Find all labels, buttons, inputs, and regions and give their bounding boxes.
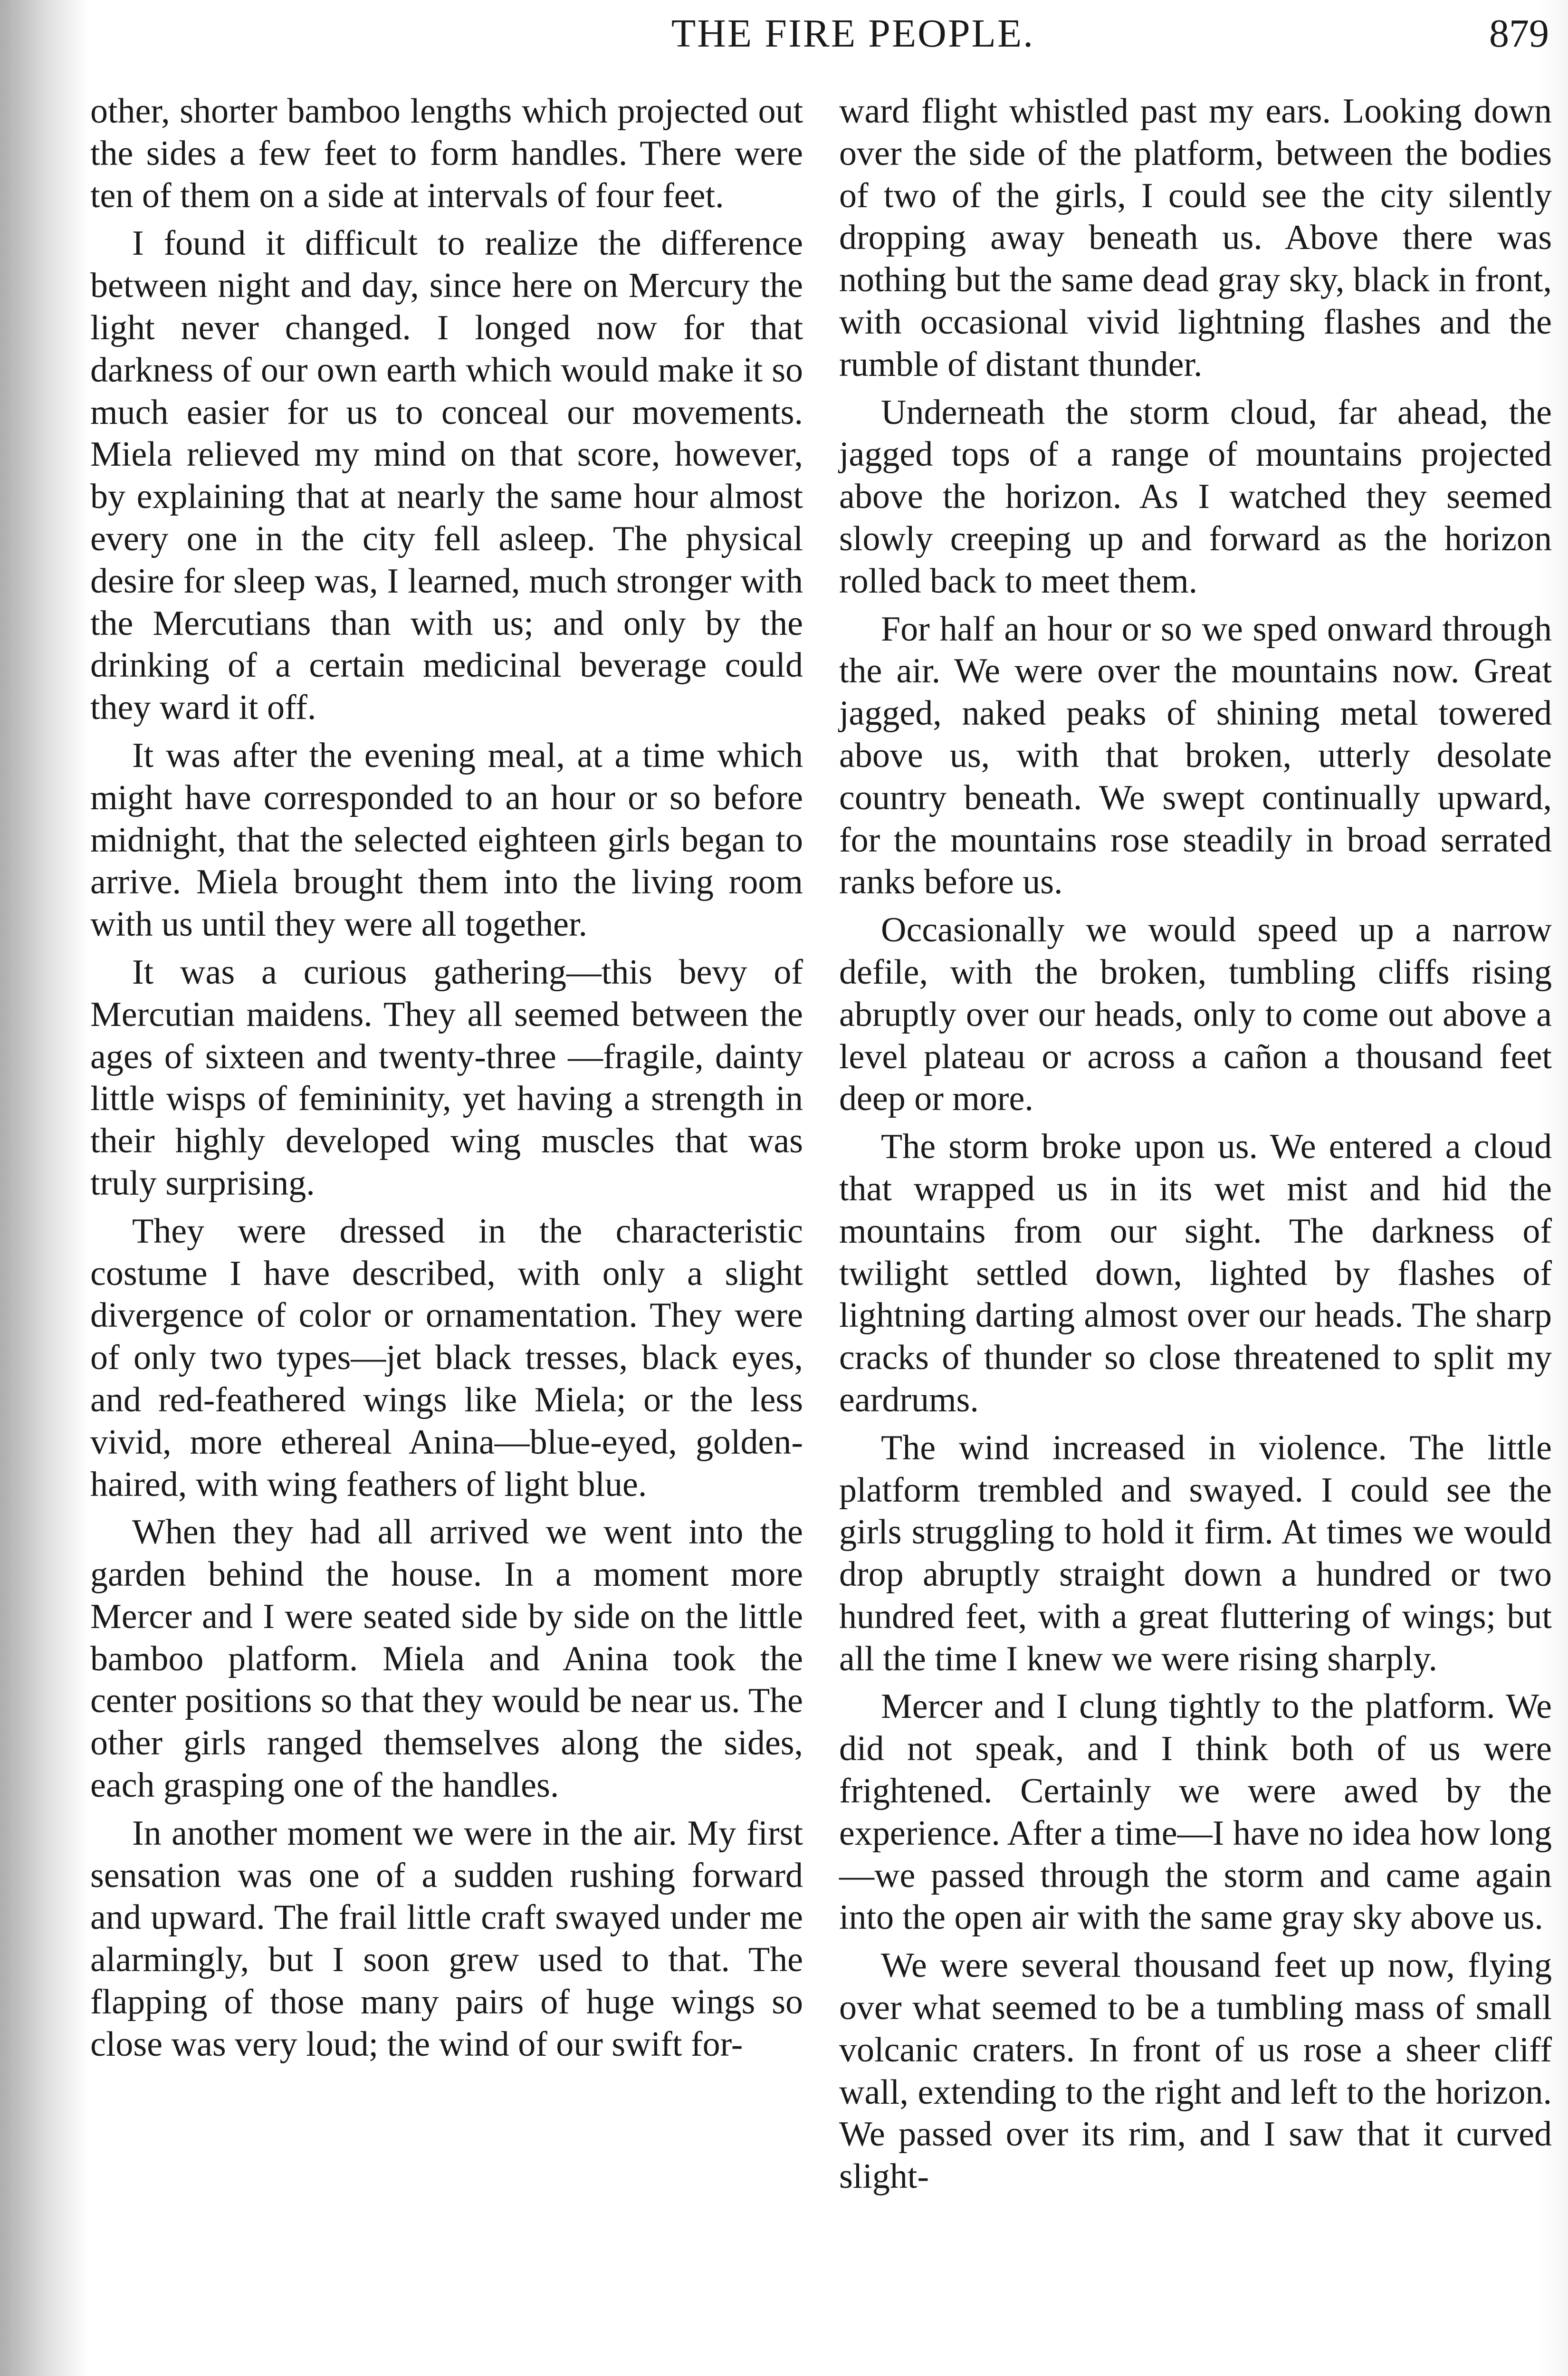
right-column (839, 90, 1552, 2198)
paragraph: When they had all arrived we went into the garden behind the house. In a moment more Mercer and I were seated side by side on the little bamboo platform. Miela and Anina took the center positions so that they would be near us. The other girls ranged themselves along the sides, each grasping one of the handles. (90, 1513, 803, 1805)
paragraph: They were dressed in the characteristic costume I have described, with only a slight divergence of color or ornamentation. They were of only two types—jet black tresses, black eyes, and red-feathered wings like Miela; or the less vivid, more ethereal Anina—blue-eyed, golden-haired, with wing feathers of light blue. (90, 1211, 803, 1504)
paragraph: It was a curious gathering—this bevy of Mercutian maidens. They all seemed between the ages of sixteen and twenty-three —fragile, dainty little wisps of femininity, yet having a strength in their highly developed wing muscles that was truly surprising. (90, 952, 803, 1203)
paragraph: other, shorter bamboo lengths which projected out the sides a few feet to form handles. There were ten of them on a side at intervals of four feet. (90, 92, 803, 215)
paragraph: Underneath the storm cloud, far ahead, the jagged tops of a range of mountains projected above the horizon. As I watched they seemed slowly creeping up and forward as the horizon rolled back to meet them. (839, 393, 1552, 601)
paragraph: ward flight whistled past my ears. Looking down over the side of the platform, between the bodies of two of the girls, I could see the city silently dropping away beneath us. Above there was nothing but the same dead gray sky, black in front, with occasional vivid lightning flashes and the rumble of distant thunder. (839, 92, 1552, 384)
paragraph: I found it difficult to realize the difference between night and day, since here on Mercury the light never changed. I longed now for that darkness of our own earth which would make it so much easier for us to conceal our movements. Miela relieved my mind on that score, however, by explaining that at nearly the same hour almost every one in the city fell asleep. The physical desire for sleep was, I learned, much stronger with the Mercutians than with us; and only by the drinking of a certain medicinal beverage could they ward it off. (90, 224, 803, 728)
left-column (90, 90, 803, 2066)
page-number: 879 (1489, 11, 1549, 56)
paragraph: Mercer and I clung tightly to the platform. We did not speak, and I think both of us were frightened. Certainly we were awed by the experience. After a time—I have no idea how long—we passed through the storm and came again into the open air with the same gray sky above us. (839, 1687, 1552, 1937)
paragraph: We were several thousand feet up now, flying over what seemed to be a tumbling mass of small volcanic craters. In front of us rose a sheer cliff wall, extending to the right and left to the horizon. We passed over its rim, and I saw that it curved slight- (839, 1946, 1552, 2196)
paragraph: For half an hour or so we sped onward through the air. We were over the mountains now. Great jagged, naked peaks of shining metal towered above us, with that broken, utterly desolate country beneath. We swept continually upward, for the mountains rose steadily in broad serrated ranks before us. (839, 609, 1552, 902)
binding-shadow (0, 0, 86, 2376)
paragraph: Occasionally we would speed up a narrow defile, with the broken, tumbling cliffs rising abruptly over our heads, only to come out above a level plateau or across a cañon a thousand feet deep or more. (839, 910, 1552, 1119)
paragraph: The wind increased in violence. The little platform trembled and swayed. I could see the girls struggling to hold it firm. At times we would drop abruptly straight down a hundred or two hundred feet, with a great fluttering of wings; but all the time I knew we were rising sharply. (839, 1428, 1552, 1678)
paragraph: In another moment we were in the air. My first sensation was one of a sudden rushing forward and upward. The frail little craft swayed under me alarmingly, but I soon grew used to that. The flapping of those many pairs of huge wings so close was very loud; the wind of our swift for- (90, 1813, 803, 2064)
paragraph: The storm broke upon us. We entered a cloud that wrapped us in its wet mist and hid the mountains from our sight. The darkness of twilight settled down, lighted by flashes of lightning darting almost over our heads. The sharp cracks of thunder so close threatened to split my eardrums. (839, 1127, 1552, 1419)
paragraph: It was after the evening meal, at a time which might have corresponded to an hour or so before midnight, that the selected eighteen girls began to arrive. Miela brought them into the living room with us until they were all together. (90, 736, 803, 944)
running-header: THE FIRE PEOPLE. (671, 11, 1035, 56)
